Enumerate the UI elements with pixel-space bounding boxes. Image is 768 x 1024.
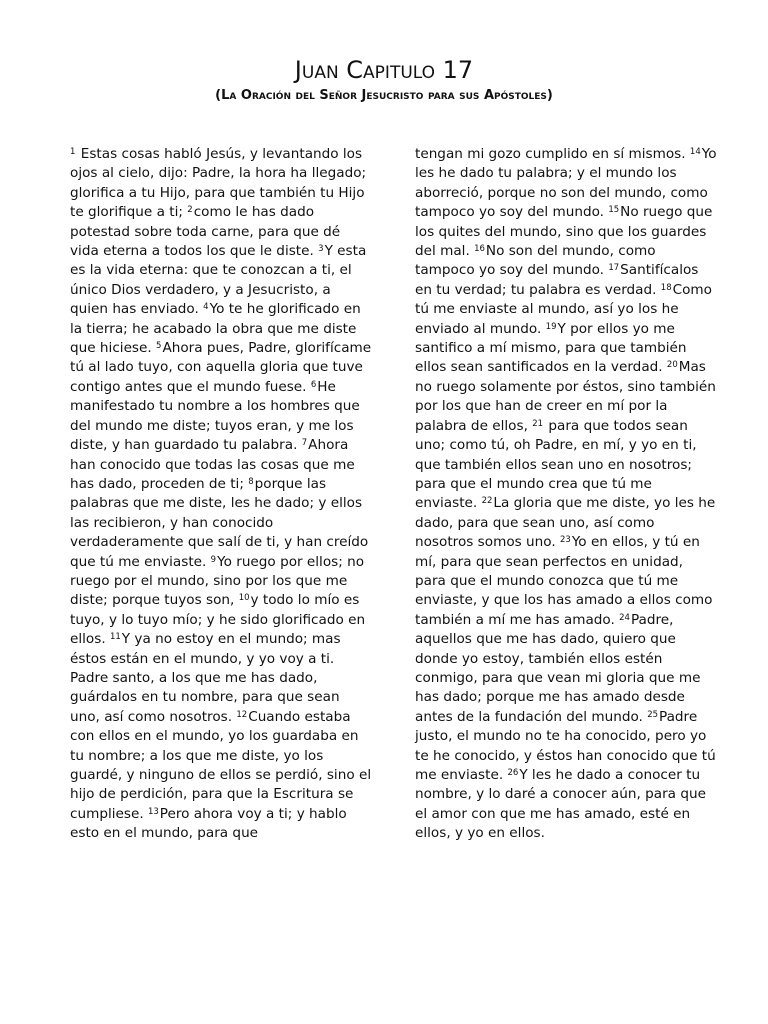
verse-text: Ahora pues, Padre, glorifícame tú al lado tuyo, con aquella gloria que tuve contigo antes que el mundo fuese. — [70, 340, 372, 395]
verse-text: Padre justo, el mundo no te ha conocido, pero yo te he conocido, y éstos han conocido que tú me enviaste. — [415, 708, 716, 783]
verse-number: 1 — [70, 147, 76, 157]
verse-number: 4 — [203, 302, 209, 313]
verse-text: Pero ahora voy a ti; y hablo esto en el mundo, para que — [70, 805, 347, 842]
verse-number: 2 — [187, 205, 193, 216]
verse-number: 5 — [156, 341, 162, 352]
verse-number: 13 — [147, 806, 159, 817]
verse-text: He manifestado tu nombre a los hombres que del mundo me diste; tuyos eran, y me los diste, y han guardado tu palabra. — [70, 378, 360, 454]
verse-number: 6 — [310, 379, 317, 390]
verse-text: Y ya no estoy en el mundo; mas éstos están en el mundo, y yo voy a ti. Padre santo, a los que me has dado, guárdalos en tu nombre, para que sean uno, así como nosotros. — [70, 631, 341, 725]
verse-number: 20 — [666, 360, 678, 371]
verse-text: Como tú me enviaste al mundo, así yo los he enviado al mundo. — [415, 281, 712, 337]
verse-text: La gloria que me diste, yo les he dado, para que sean uno, así como nosotros somos uno. — [415, 495, 716, 551]
verse-number: 7 — [301, 438, 308, 449]
page-subtitle: (La Oración del Señor Jesucristo para sus Apóstoles) — [215, 88, 553, 103]
verse-text: Cuando estaba con ellos en el mundo, yo los guardaba en tu nombre; a los que me diste, yo los guardé, y ninguno de ellos se perdió, sino el hijo de perdición, para que la Escritura se cumpliese. — [70, 708, 372, 822]
verse-number: 17 — [608, 263, 620, 274]
verse-number: 14 — [689, 147, 701, 157]
verse-text: como le has dado potestad sobre toda carne, para que dé vida eterna a todos los que le diste. — [70, 204, 341, 260]
verse-number: 25 — [647, 709, 659, 720]
verse-number: 22 — [481, 496, 493, 507]
verse-number: 21 — [532, 418, 544, 429]
verse-text: porque las palabras que me diste, les he dado; y ellos las recibieron, y han conocido verdaderamente que salí de ti, y han creído que tú me enviaste. — [70, 475, 369, 570]
verse — [415, 146, 690, 162]
verse-number: 9 — [210, 554, 217, 565]
verse-text: Mas no ruego solamente por éstos, sino también por los que han de creer en mí por la palabra de ellos, — [415, 359, 716, 434]
verse-number: 19 — [545, 321, 557, 332]
verse-text: Santifícalos en tu verdad; tu palabra es verdad. — [415, 262, 699, 298]
verse-text: Yo ruego por ellos; no ruego por el mundo, sino por los que me diste; porque tuyos son, — [70, 553, 365, 609]
verse-text: y todo lo mío es tuyo, y lo tuyo mío; y he sido glorificado en ellos. — [70, 592, 366, 648]
verse-text: Yo les he dado tu palabra; y el mundo los aborreció, porque no son del mundo, como tampoco yo soy del mundo. — [415, 146, 717, 221]
verse-text: Y por ellos yo me santifico a mí mismo, para que también ellos sean santificados en la verdad. — [415, 320, 687, 376]
verse-text: para que todos sean uno; como tú, oh Padre, en mí, y yo en ti, que también ellos sean uno en nosotros; para que el mundo crea que tú me enviaste. — [415, 417, 697, 512]
page-title: Juan Capitulo 17 — [294, 56, 474, 84]
verse-text: Ahora han conocido que todas las cosas que me has dado, proceden de ti; — [70, 437, 355, 492]
column-paragraph — [70, 145, 372, 844]
verse-number: 3 — [318, 244, 324, 255]
verse-number: 15 — [608, 205, 620, 216]
verse — [415, 612, 700, 725]
verse-number: 26 — [507, 768, 519, 778]
verse-text: No ruego que los quites del mundo, sino que los guardes del mal. — [415, 204, 713, 260]
verse-text: Y esta es la vida eterna: que te conozcan a ti, el único Dios verdadero, y a Jesucristo, a quien has enviado. — [70, 243, 367, 318]
text-column-right — [415, 145, 717, 844]
verse-number: 12 — [236, 709, 248, 720]
verse-number: 18 — [660, 282, 672, 293]
verse-text: Estas cosas habló Jesús, y levantando los ojos al cielo, dijo: Padre, la hora ha llegado; glorifica a tu Hijo, para que también tu Hijo te glorifique a ti; — [70, 146, 367, 221]
verse-number: 10 — [238, 593, 250, 604]
text-column-left — [70, 145, 372, 844]
verse-number: 23 — [559, 535, 571, 546]
verse-text: Yo en ellos, y tú en mí, para que sean perfectos en unidad, para que el mundo conozca que tú me enviaste, y que los has amado a ellos como también a mí me has amado. — [415, 534, 713, 628]
verse-text: tengan mi gozo cumplido en sí mismos. — [415, 146, 690, 162]
verse-text: Y les he dado a conocer tu nombre, y lo daré a conocer aún, para que el amor con que me has amado, esté en ellos, y yo en ellos. — [415, 767, 706, 842]
verse-text: No son del mundo, como tampoco yo soy del mundo. — [415, 243, 656, 279]
verse-number: 8 — [248, 476, 254, 487]
verse-number: 11 — [109, 632, 121, 643]
verse-text: Padre, aquellos que me has dado, quiero que donde yo estoy, también ellos estén conmigo, para que vean mi gloria que me has dado; porque me has amado desde antes de la fundación del mundo. — [415, 611, 701, 725]
verse-number: 24 — [619, 612, 630, 623]
verse-text: Yo te he glorificado en la tierra; he acabado la obra que me diste que hiciese. — [70, 301, 361, 357]
column-paragraph — [415, 145, 717, 844]
verse-number: 16 — [474, 244, 485, 255]
